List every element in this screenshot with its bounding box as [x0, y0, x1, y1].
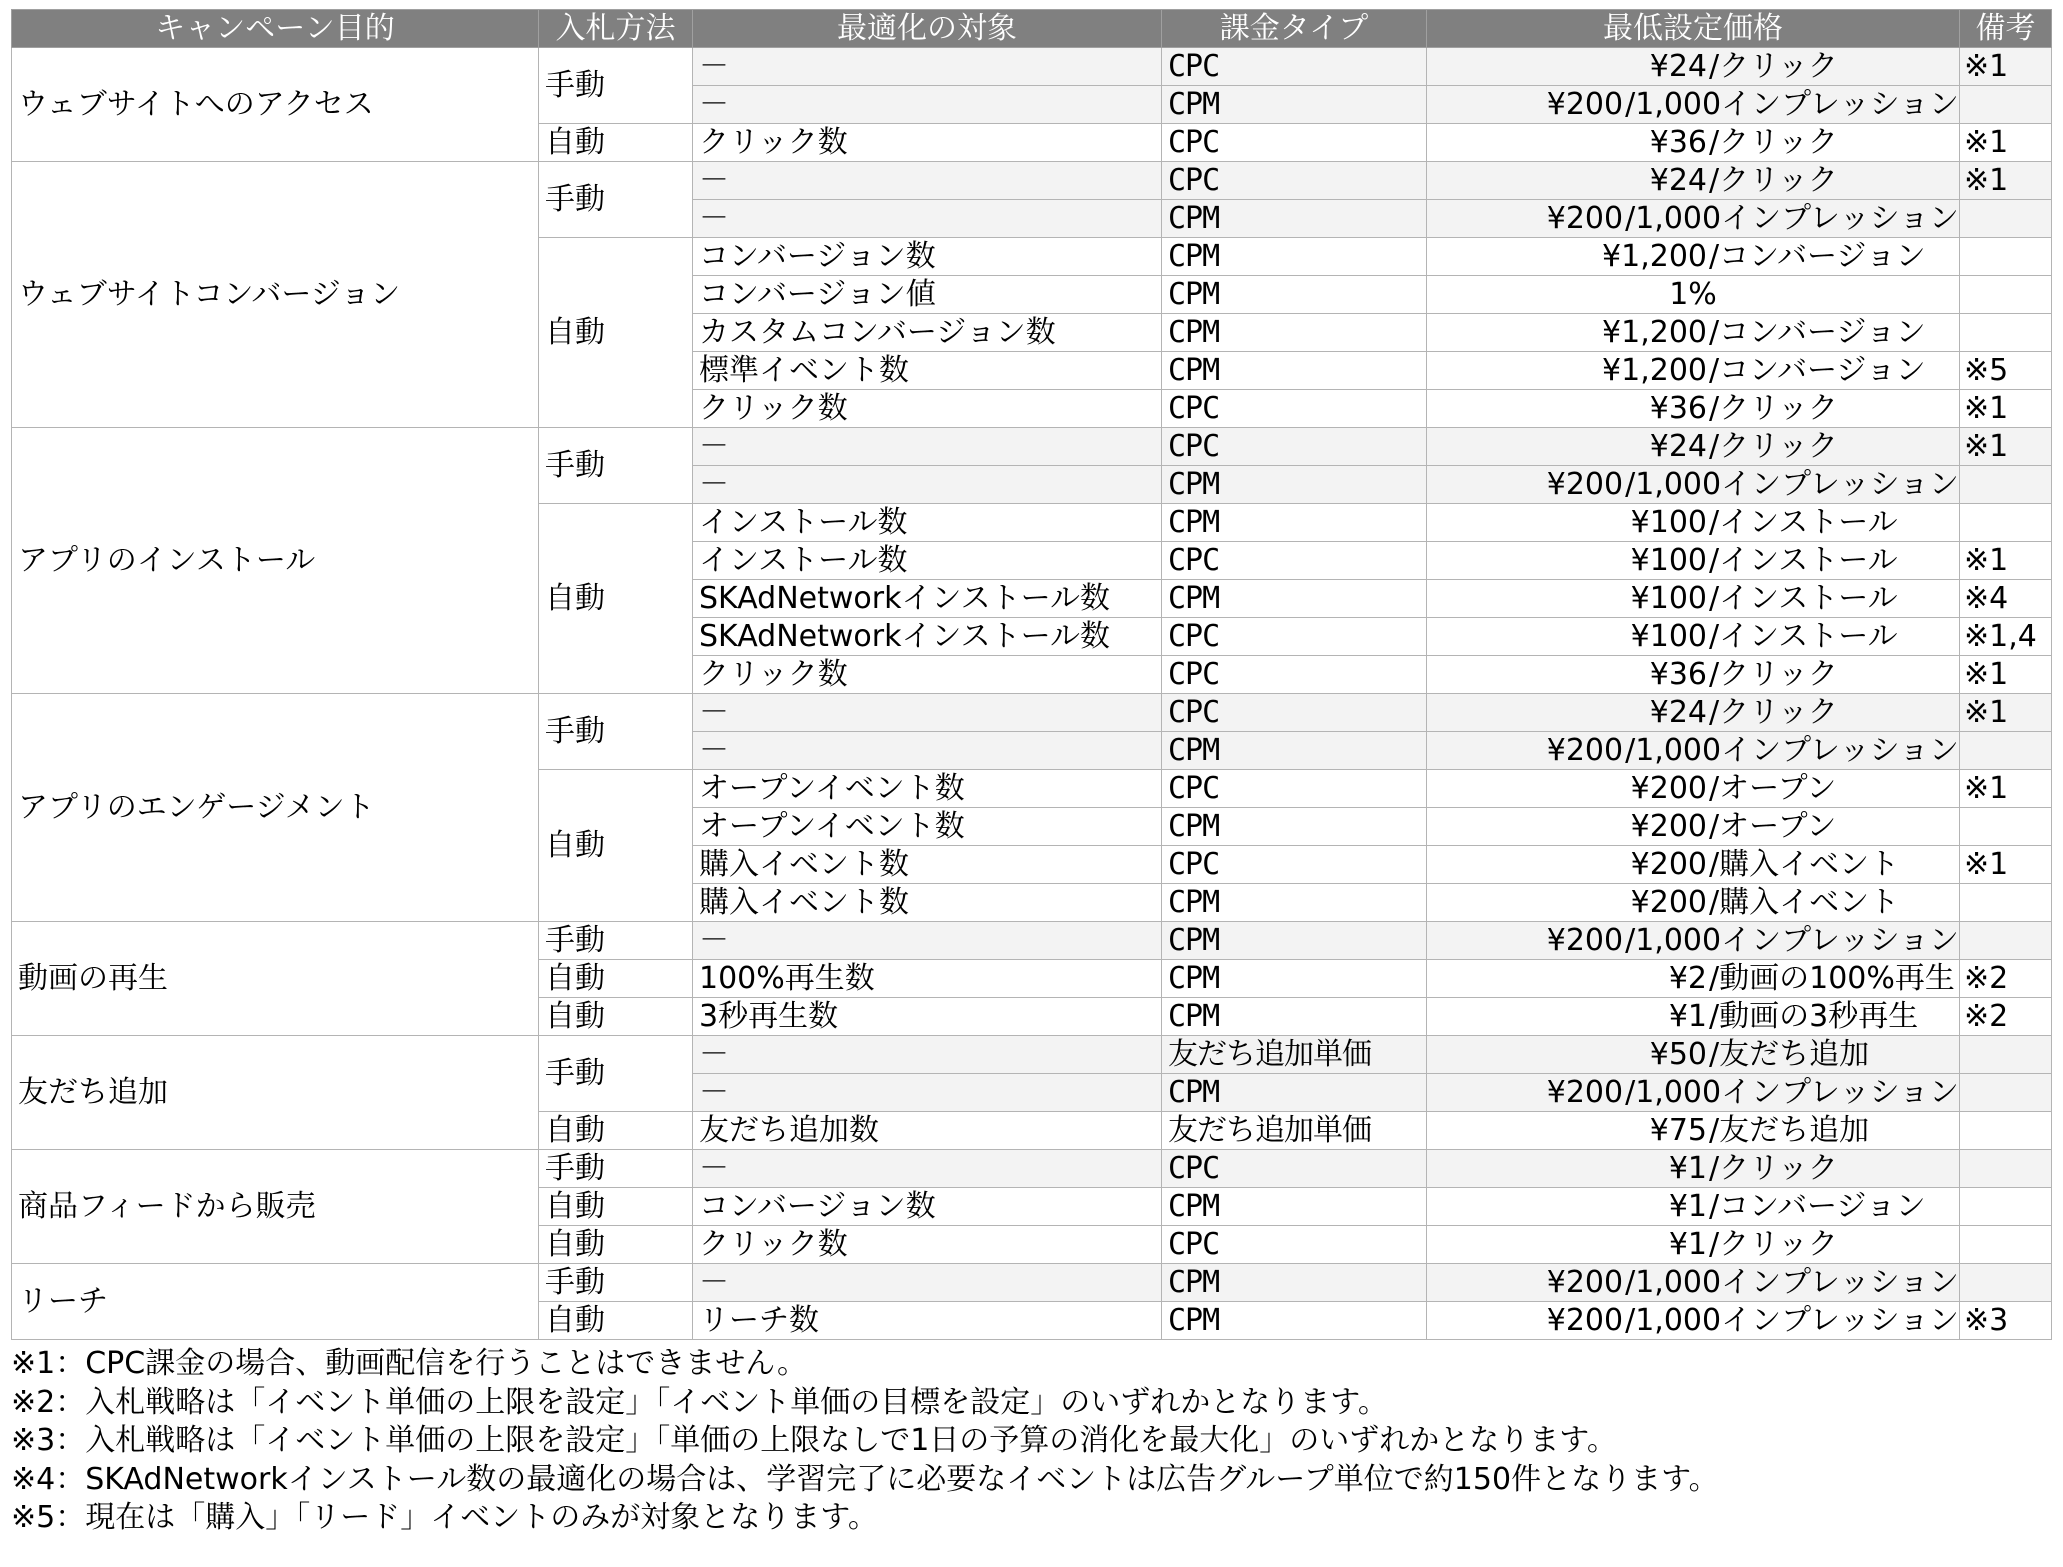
price-unit: /1,000インプレッション: [1625, 467, 1959, 502]
price-amount: ¥100: [1630, 581, 1707, 616]
price-unit: /クリック: [1709, 1151, 1838, 1186]
price-amount: ¥36: [1649, 391, 1707, 426]
note-cell: [1960, 1188, 2052, 1226]
price-unit: /インストール: [1709, 581, 1898, 616]
price-wrap: [1427, 1188, 1959, 1225]
optimization-target-cell: 購入イベント数: [693, 846, 1162, 884]
optimization-target-cell: －: [693, 1074, 1162, 1112]
billing-type-cell: CPM: [1162, 922, 1427, 960]
price-unit: /オープン: [1709, 809, 1837, 844]
price-amount: ¥200: [1546, 1303, 1624, 1338]
note-cell: ※1: [1960, 542, 2052, 580]
billing-type-cell: CPM: [1162, 276, 1427, 314]
price-amount: ¥1,200: [1602, 239, 1707, 274]
optimization-target-cell: －: [693, 732, 1162, 770]
optimization-target-cell: －: [693, 466, 1162, 504]
note-cell: [1960, 1264, 2052, 1302]
price-unit: /友だち追加: [1709, 1113, 1870, 1148]
billing-type-cell: CPC: [1162, 656, 1427, 694]
billing-type-cell: CPC: [1162, 428, 1427, 466]
minimum-price-cell: [1427, 1074, 1960, 1112]
billing-type-cell: CPM: [1162, 466, 1427, 504]
optimization-target-cell: クリック数: [693, 124, 1162, 162]
price-wrap: [1427, 1302, 1959, 1339]
note-cell: [1960, 922, 2052, 960]
price-wrap: [1427, 1074, 1959, 1111]
billing-type-cell: CPC: [1162, 542, 1427, 580]
price-wrap: [1427, 998, 1959, 1035]
minimum-price-cell: [1427, 656, 1960, 694]
bid-method-cell: 自動: [539, 504, 693, 694]
optimization-target-cell: 友だち追加数: [693, 1112, 1162, 1150]
note-cell: ※1: [1960, 846, 2052, 884]
bid-method-cell: 手動: [539, 1264, 693, 1302]
price-wrap: [1427, 618, 1959, 655]
minimum-price-cell: [1427, 428, 1960, 466]
price-amount: ¥100: [1630, 543, 1707, 578]
price-unit: /クリック: [1709, 391, 1838, 426]
price-amount: ¥200: [1546, 1075, 1624, 1110]
price-unit: /コンバージョン: [1709, 353, 1926, 388]
price-wrap: [1427, 770, 1959, 807]
note-cell: [1960, 1226, 2052, 1264]
price-wrap: [1427, 656, 1959, 693]
price-amount: ¥200: [1630, 847, 1707, 882]
note-cell: ※1: [1960, 428, 2052, 466]
optimization-target-cell: －: [693, 1036, 1162, 1074]
price-amount: ¥1: [1668, 1151, 1707, 1186]
optimization-target-cell: オープンイベント数: [693, 808, 1162, 846]
bid-method-cell: 自動: [539, 1226, 693, 1264]
objective-cell: ウェブサイトへのアクセス: [12, 48, 539, 162]
bid-method-cell: 手動: [539, 1150, 693, 1188]
note-cell: ※1: [1960, 162, 2052, 200]
price-wrap: [1427, 732, 1959, 769]
price-wrap: [1427, 48, 1959, 85]
table-row: [12, 1150, 2052, 1188]
price-unit: /インストール: [1709, 505, 1898, 540]
price-wrap: [1427, 960, 1959, 997]
note-cell: ※1: [1960, 124, 2052, 162]
price-wrap: [1427, 352, 1959, 389]
price-amount: ¥1: [1668, 1189, 1707, 1224]
header-objective: キャンペーン目的: [12, 10, 539, 48]
price-wrap: [1427, 314, 1959, 351]
optimization-target-cell: －: [693, 48, 1162, 86]
footnotes: [11, 1345, 2051, 1538]
note-cell: ※1: [1960, 770, 2052, 808]
minimum-price-cell: [1427, 618, 1960, 656]
price-unit: /友だち追加: [1709, 1037, 1870, 1072]
price-amount: ¥1,200: [1602, 315, 1707, 350]
price-wrap: [1427, 580, 1959, 617]
note-cell: ※1,4: [1960, 618, 2052, 656]
price-amount: ¥200: [1546, 87, 1624, 122]
minimum-price-cell: [1427, 504, 1960, 542]
price-unit: /購入イベント: [1709, 885, 1900, 920]
price-amount: ¥24: [1649, 695, 1707, 730]
note-cell: [1960, 314, 2052, 352]
minimum-price-cell: [1427, 580, 1960, 618]
billing-type-cell: CPM: [1162, 960, 1427, 998]
optimization-target-cell: クリック数: [693, 390, 1162, 428]
optimization-target-cell: －: [693, 200, 1162, 238]
billing-type-cell: CPM: [1162, 1264, 1427, 1302]
optimization-target-cell: －: [693, 428, 1162, 466]
note-cell: [1960, 808, 2052, 846]
price-unit: /1,000インプレッション: [1625, 87, 1959, 122]
table-row: [12, 694, 2052, 732]
note-cell: ※2: [1960, 960, 2052, 998]
footnote: ※4：SKAdNetworkインストール数の最適化の場合は、学習完了に必要なイベントは広告グループ単位で約150件となります。: [11, 1461, 1719, 1497]
billing-type-cell: CPC: [1162, 1226, 1427, 1264]
price-amount: ¥75: [1649, 1113, 1707, 1148]
optimization-target-cell: 購入イベント数: [693, 884, 1162, 922]
price-wrap: [1427, 86, 1959, 123]
objective-cell: 動画の再生: [12, 922, 539, 1036]
footnote: ※2：入札戦略は「イベント単価の上限を設定」「イベント単価の目標を設定」のいずれかとなります。: [11, 1384, 1388, 1420]
price-amount: ¥200: [1546, 923, 1624, 958]
minimum-price-cell: [1427, 86, 1960, 124]
billing-type-cell: 友だち追加単価: [1162, 1112, 1427, 1150]
note-cell: [1960, 86, 2052, 124]
price-wrap: [1427, 922, 1959, 959]
optimization-target-cell: －: [693, 86, 1162, 124]
price-unit: /クリック: [1709, 49, 1838, 84]
optimization-target-cell: －: [693, 162, 1162, 200]
price-amount: ¥36: [1649, 125, 1707, 160]
table-row: [12, 922, 2052, 960]
bid-method-cell: 自動: [539, 124, 693, 162]
price-amount: ¥200: [1546, 733, 1624, 768]
price-amount: ¥1: [1668, 1227, 1707, 1262]
billing-type-cell: CPM: [1162, 200, 1427, 238]
billing-type-cell: CPM: [1162, 504, 1427, 542]
optimization-target-cell: インストール数: [693, 504, 1162, 542]
billing-type-cell: CPC: [1162, 770, 1427, 808]
price-amount: ¥200: [1630, 885, 1707, 920]
price-wrap: [1427, 428, 1959, 465]
header-bid-method: 入札方法: [539, 10, 693, 48]
price-unit: /1,000インプレッション: [1625, 1265, 1959, 1300]
billing-type-cell: CPC: [1162, 694, 1427, 732]
price-unit: /クリック: [1709, 163, 1838, 198]
pricing-table-container: [11, 9, 2051, 1340]
minimum-price-cell: [1427, 200, 1960, 238]
price-unit: /1,000インプレッション: [1625, 1303, 1959, 1338]
billing-type-cell: CPM: [1162, 238, 1427, 276]
objective-cell: 商品フィードから販売: [12, 1150, 539, 1264]
bid-method-cell: 手動: [539, 694, 693, 770]
optimization-target-cell: リーチ数: [693, 1302, 1162, 1340]
minimum-price-cell: [1427, 542, 1960, 580]
billing-type-cell: CPC: [1162, 1150, 1427, 1188]
price-wrap: [1427, 1264, 1959, 1301]
price-amount: ¥24: [1649, 429, 1707, 464]
billing-type-cell: CPM: [1162, 352, 1427, 390]
optimization-target-cell: 標準イベント数: [693, 352, 1162, 390]
price-amount: ¥200: [1630, 809, 1707, 844]
minimum-price-cell: [1427, 48, 1960, 86]
minimum-price-cell: [1427, 466, 1960, 504]
minimum-price-cell: [1427, 238, 1960, 276]
pricing-table: [11, 9, 2052, 1340]
price-wrap: [1427, 390, 1959, 427]
note-cell: [1960, 200, 2052, 238]
price-amount: ¥36: [1649, 657, 1707, 692]
price-amount: ¥200: [1546, 201, 1624, 236]
note-cell: ※1: [1960, 694, 2052, 732]
bid-method-cell: 手動: [539, 48, 693, 124]
note-cell: [1960, 1150, 2052, 1188]
optimization-target-cell: カスタムコンバージョン数: [693, 314, 1162, 352]
minimum-price-cell: [1427, 390, 1960, 428]
billing-type-cell: CPC: [1162, 48, 1427, 86]
bid-method-cell: 自動: [539, 238, 693, 428]
optimization-target-cell: －: [693, 922, 1162, 960]
table-row: [12, 428, 2052, 466]
note-cell: [1960, 238, 2052, 276]
note-cell: [1960, 1036, 2052, 1074]
optimization-target-cell: 100%再生数: [693, 960, 1162, 998]
note-cell: [1960, 466, 2052, 504]
note-cell: ※4: [1960, 580, 2052, 618]
bid-method-cell: 手動: [539, 162, 693, 238]
price-amount: ¥24: [1649, 163, 1707, 198]
optimization-target-cell: －: [693, 694, 1162, 732]
minimum-price-cell: [1427, 1264, 1960, 1302]
minimum-price-cell: [1427, 276, 1960, 314]
minimum-price-cell: [1427, 314, 1960, 352]
optimization-target-cell: コンバージョン数: [693, 238, 1162, 276]
minimum-price-cell: [1427, 770, 1960, 808]
billing-type-cell: CPC: [1162, 162, 1427, 200]
header-minimum-price: 最低設定価格: [1427, 10, 1960, 48]
price-wrap: [1427, 1036, 1959, 1073]
price-unit: /クリック: [1709, 657, 1838, 692]
price-amount: ¥24: [1649, 49, 1707, 84]
header-billing-type: 課金タイプ: [1162, 10, 1427, 48]
price-unit: /1,000インプレッション: [1625, 1075, 1959, 1110]
note-cell: ※3: [1960, 1302, 2052, 1340]
minimum-price-cell: [1427, 922, 1960, 960]
billing-type-cell: CPM: [1162, 884, 1427, 922]
bid-method-cell: 手動: [539, 1036, 693, 1112]
optimization-target-cell: 3秒再生数: [693, 998, 1162, 1036]
bid-method-cell: 自動: [539, 770, 693, 922]
price-unit: /クリック: [1709, 695, 1838, 730]
objective-cell: 友だち追加: [12, 1036, 539, 1150]
price-unit: /コンバージョン: [1709, 1189, 1926, 1224]
price-wrap: [1427, 504, 1959, 541]
price-amount: ¥200: [1546, 1265, 1624, 1300]
minimum-price-cell: [1427, 1188, 1960, 1226]
minimum-price-cell: [1427, 1150, 1960, 1188]
price-unit: /クリック: [1709, 429, 1838, 464]
optimization-target-cell: コンバージョン値: [693, 276, 1162, 314]
price-wrap: [1427, 846, 1959, 883]
billing-type-cell: CPM: [1162, 580, 1427, 618]
price-unit: /動画の3秒再生: [1709, 999, 1919, 1034]
optimization-target-cell: －: [693, 1264, 1162, 1302]
footnote: ※1：CPC課金の場合、動画配信を行うことはできません。: [11, 1346, 808, 1381]
optimization-target-cell: オープンイベント数: [693, 770, 1162, 808]
note-cell: [1960, 504, 2052, 542]
minimum-price-cell: [1427, 960, 1960, 998]
price-unit: /1,000インプレッション: [1625, 733, 1959, 768]
price-amount: ¥1,200: [1602, 353, 1707, 388]
optimization-target-cell: コンバージョン数: [693, 1188, 1162, 1226]
header-row: [12, 10, 2052, 48]
minimum-price-cell: [1427, 1226, 1960, 1264]
minimum-price-cell: [1427, 124, 1960, 162]
price-value: 1%: [1669, 277, 1717, 312]
price-amount: ¥200: [1630, 771, 1707, 806]
price-amount: ¥50: [1649, 1037, 1707, 1072]
header-optimization-target: 最適化の対象: [693, 10, 1162, 48]
optimization-target-cell: －: [693, 1150, 1162, 1188]
minimum-price-cell: [1427, 352, 1960, 390]
price-unit: /1,000インプレッション: [1625, 201, 1959, 236]
note-cell: ※5: [1960, 352, 2052, 390]
minimum-price-cell: [1427, 998, 1960, 1036]
price-wrap: [1427, 124, 1959, 161]
minimum-price-cell: [1427, 808, 1960, 846]
billing-type-cell: CPM: [1162, 1302, 1427, 1340]
bid-method-cell: 自動: [539, 998, 693, 1036]
note-cell: [1960, 276, 2052, 314]
table-row: [12, 162, 2052, 200]
note-cell: [1960, 884, 2052, 922]
note-cell: ※1: [1960, 656, 2052, 694]
minimum-price-cell: [1427, 884, 1960, 922]
billing-type-cell: CPM: [1162, 808, 1427, 846]
bid-method-cell: 自動: [539, 1188, 693, 1226]
minimum-price-cell: [1427, 1036, 1960, 1074]
bid-method-cell: 自動: [539, 1302, 693, 1340]
bid-method-cell: 手動: [539, 428, 693, 504]
table-body: [12, 48, 2052, 1340]
optimization-target-cell: クリック数: [693, 656, 1162, 694]
price-wrap: [1427, 1150, 1959, 1187]
objective-cell: リーチ: [12, 1264, 539, 1340]
footnote: ※3：入札戦略は「イベント単価の上限を設定」「単価の上限なしで1日の予算の消化を最大化」のいずれかとなります。: [11, 1423, 1617, 1458]
billing-type-cell: CPC: [1162, 390, 1427, 428]
price-unit: /購入イベント: [1709, 847, 1900, 882]
optimization-target-cell: クリック数: [693, 1226, 1162, 1264]
price-unit: /クリック: [1709, 1227, 1838, 1262]
minimum-price-cell: [1427, 1302, 1960, 1340]
price-unit: /インストール: [1709, 543, 1898, 578]
minimum-price-cell: [1427, 694, 1960, 732]
price-wrap: [1427, 200, 1959, 237]
bid-method-cell: 自動: [539, 1112, 693, 1150]
price-unit: /クリック: [1709, 125, 1838, 160]
price-amount: ¥1: [1668, 999, 1707, 1034]
price-wrap: [1427, 808, 1959, 845]
billing-type-cell: CPC: [1162, 846, 1427, 884]
price-unit: /コンバージョン: [1709, 239, 1926, 274]
minimum-price-cell: [1427, 1112, 1960, 1150]
price-unit: /オープン: [1709, 771, 1837, 806]
objective-cell: アプリのインストール: [12, 428, 539, 694]
optimization-target-cell: インストール数: [693, 542, 1162, 580]
note-cell: [1960, 1074, 2052, 1112]
billing-type-cell: CPC: [1162, 618, 1427, 656]
price-amount: ¥2: [1668, 961, 1707, 996]
note-cell: ※1: [1960, 390, 2052, 428]
price-unit: /コンバージョン: [1709, 315, 1926, 350]
note-cell: ※1: [1960, 48, 2052, 86]
price-unit: /動画の100%再生: [1709, 961, 1955, 996]
note-cell: [1960, 1112, 2052, 1150]
price-amount: ¥100: [1630, 505, 1707, 540]
table-row: [12, 1264, 2052, 1302]
objective-cell: ウェブサイトコンバージョン: [12, 162, 539, 428]
price-wrap: [1427, 694, 1959, 731]
price-wrap: [1427, 162, 1959, 199]
price-wrap: [1427, 466, 1959, 503]
price-unit: /インストール: [1709, 619, 1898, 654]
billing-type-cell: CPM: [1162, 732, 1427, 770]
billing-type-cell: CPM: [1162, 314, 1427, 352]
minimum-price-cell: [1427, 732, 1960, 770]
billing-type-cell: CPM: [1162, 86, 1427, 124]
price-unit: /1,000インプレッション: [1625, 923, 1959, 958]
footnote: ※5：現在は「購入」「リード」イベントのみが対象となります。: [11, 1500, 878, 1535]
header-notes: 備考: [1960, 10, 2052, 48]
price-wrap: [1427, 1226, 1959, 1263]
bid-method-cell: 自動: [539, 960, 693, 998]
table-row: [12, 48, 2052, 86]
bid-method-cell: 手動: [539, 922, 693, 960]
optimization-target-cell: SKAdNetworkインストール数: [693, 580, 1162, 618]
billing-type-cell: CPC: [1162, 124, 1427, 162]
minimum-price-cell: [1427, 846, 1960, 884]
note-cell: [1960, 732, 2052, 770]
optimization-target-cell: SKAdNetworkインストール数: [693, 618, 1162, 656]
price-wrap: [1427, 1112, 1959, 1149]
billing-type-cell: CPM: [1162, 998, 1427, 1036]
billing-type-cell: 友だち追加単価: [1162, 1036, 1427, 1074]
price-wrap: [1427, 238, 1959, 275]
price-amount: ¥200: [1546, 467, 1624, 502]
note-cell: ※2: [1960, 998, 2052, 1036]
billing-type-cell: CPM: [1162, 1188, 1427, 1226]
billing-type-cell: CPM: [1162, 1074, 1427, 1112]
objective-cell: アプリのエンゲージメント: [12, 694, 539, 922]
price-wrap: [1427, 542, 1959, 579]
price-amount: ¥100: [1630, 619, 1707, 654]
price-wrap: [1427, 884, 1959, 921]
table-row: [12, 1036, 2052, 1074]
minimum-price-cell: [1427, 162, 1960, 200]
